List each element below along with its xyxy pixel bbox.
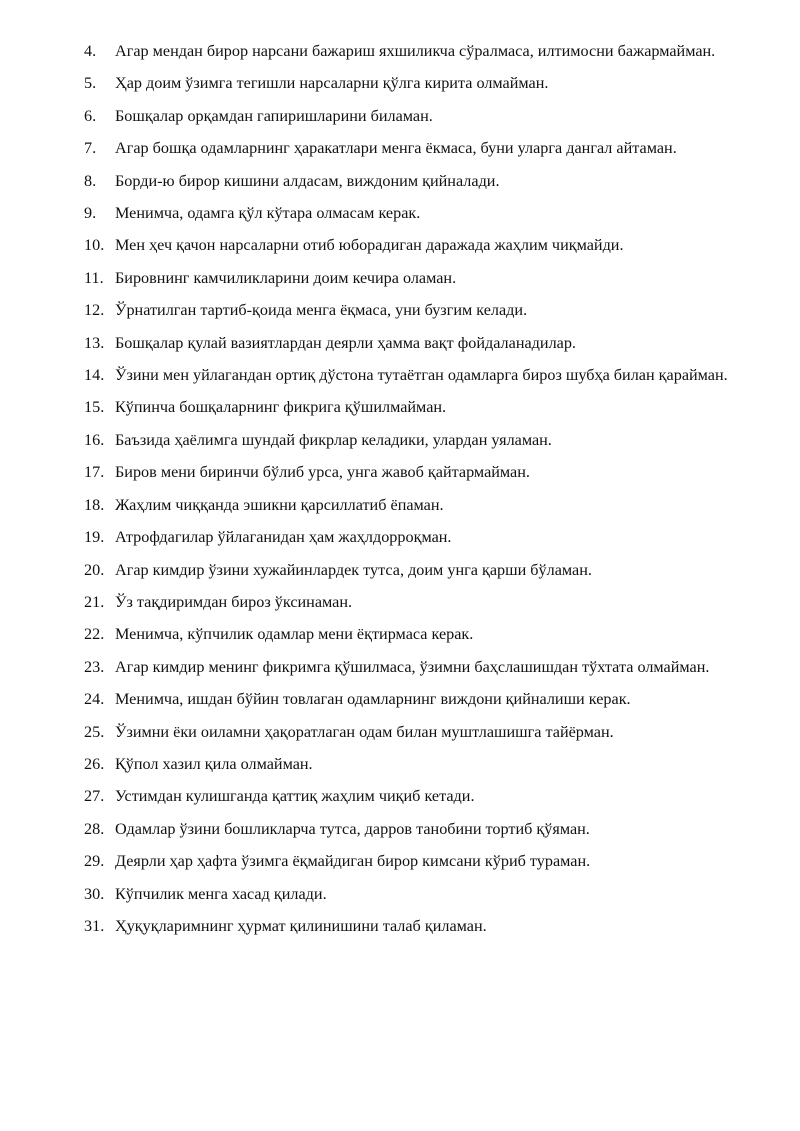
- list-item: [84, 780, 744, 812]
- item-number: 31.: [84, 916, 105, 935]
- list-item: [84, 554, 744, 586]
- item-number: 11.: [84, 268, 104, 287]
- item-text: Ўзимни ёки оиламни ҳақоратлаган одам билан муштлашишга тайёрман.: [115, 722, 614, 741]
- item-number: 29.: [84, 852, 105, 871]
- item-text: Одамлар ўзини бошликларча тутса, дарров танобини тортиб қўяман.: [115, 819, 590, 838]
- list-item: [84, 748, 744, 780]
- list-item: [84, 716, 744, 748]
- item-text: Мен ҳеч қачон нарсаларни отиб юборадиган даражада жаҳлим чиқмайди.: [115, 236, 624, 255]
- item-number: 15.: [84, 398, 105, 417]
- item-text: Ҳуқуқларимнинг ҳурмат қилинишини талаб қиламан.: [115, 916, 487, 935]
- list-item: [84, 327, 744, 359]
- item-text: Қўпол хазил қила олмайман.: [115, 754, 313, 773]
- item-text: Ўзини мен уйлагандан ортиқ дўстона тутаётган одамларга бироз шубҳа билан қарайман.: [115, 366, 728, 385]
- item-number: 23.: [84, 657, 105, 676]
- item-text: Устимдан кулишганда қаттиқ жаҳлим чиқиб кетади.: [115, 787, 475, 806]
- list-item: [84, 100, 744, 132]
- item-number: 8.: [84, 171, 97, 190]
- item-text: Ҳар доим ўзимга тегишли нарсаларни қўлга кирита олмайман.: [115, 74, 549, 93]
- list-item: [84, 586, 744, 618]
- list-item: [84, 521, 744, 553]
- list-item: [84, 845, 744, 877]
- item-number: 24.: [84, 690, 105, 709]
- item-number: 25.: [84, 722, 105, 741]
- list-item: [84, 456, 744, 488]
- list-item: [84, 132, 744, 164]
- list-item: [84, 391, 744, 423]
- item-text: Ўз тақдиримдан бироз ўксинаман.: [115, 592, 353, 611]
- list-item: [84, 165, 744, 197]
- item-number: 5.: [84, 74, 97, 93]
- item-text: Биров мени биринчи бўлиб урса, унга жавоб қайтармайман.: [115, 463, 530, 482]
- list-item: [84, 878, 744, 910]
- item-text: Агар бошқа одамларнинг ҳаракатлари менга ёкмаса, буни уларга дангал айтаман.: [115, 139, 677, 158]
- item-number: 16.: [84, 430, 105, 449]
- item-number: 21.: [84, 592, 105, 611]
- item-text: Кўпинча бошқаларнинг фикрига қўшилмайман.: [115, 398, 447, 417]
- item-text: Бошқалар орқамдан гапиришларини биламан.: [115, 106, 433, 125]
- item-number: 18.: [84, 495, 105, 514]
- list-item: [84, 359, 744, 391]
- item-number: 30.: [84, 884, 105, 903]
- item-text: Менимча, кўпчилик одамлар мени ёқтирмаса керак.: [115, 625, 474, 644]
- list-item: [84, 197, 744, 229]
- item-text: Ўрнатилган тартиб-қоида менга ёқмаса, уни бузгим келади.: [115, 301, 528, 320]
- item-number: 4.: [84, 42, 97, 60]
- item-number: 6.: [84, 106, 97, 125]
- item-number: 20.: [84, 560, 105, 579]
- item-text: Менимча, одамга қўл кўтара олмасам керак.: [115, 204, 421, 223]
- list-item: [84, 651, 744, 683]
- item-text: Борди-ю бирор кишини алдасам, виждоним қийналади.: [115, 171, 500, 190]
- list-item: [84, 35, 744, 67]
- item-text: Агар мендан бирор нарсани бажариш яхшиликча сўралмаса, илтимосни бажармайман.: [115, 42, 716, 60]
- list-item: [84, 683, 744, 715]
- item-text: Атрофдагилар ўйлаганидан ҳам жаҳлдорроқман.: [115, 528, 452, 547]
- item-number: 19.: [84, 528, 105, 547]
- item-number: 17.: [84, 463, 105, 482]
- list-item: [84, 229, 744, 261]
- list-item: [84, 67, 744, 99]
- item-text: Кўпчилик менга хасад қилади.: [115, 884, 327, 903]
- list-item: [84, 618, 744, 650]
- item-number: 22.: [84, 625, 105, 644]
- item-text: Бошқалар қулай вазиятлардан деярли ҳамма вақт фойдаланадилар.: [115, 333, 576, 352]
- item-text: Деярли ҳар ҳафта ўзимга ёқмайдиган бирор кимсани кўриб тураман.: [115, 852, 591, 871]
- list-item: [84, 294, 744, 326]
- item-number: 12.: [84, 301, 105, 320]
- list-item: [84, 262, 744, 294]
- list-item: [84, 489, 744, 521]
- item-number: 27.: [84, 787, 105, 806]
- item-text: Жаҳлим чиққанда эшикни қарсиллатиб ёпаман.: [115, 495, 444, 514]
- list-item: [84, 910, 744, 942]
- item-number: 9.: [84, 204, 97, 223]
- item-number: 10.: [84, 236, 105, 255]
- list-item: [84, 424, 744, 456]
- item-number: 14.: [84, 366, 105, 385]
- item-number: 28.: [84, 819, 105, 838]
- list-item: [84, 813, 744, 845]
- item-text: Баъзида ҳаёлимга шундай фикрлар келадики, улардан уяламан.: [115, 430, 552, 449]
- item-text: Агар кимдир ўзини хужайинлардек тутса, доим унга қарши бўламан.: [115, 560, 592, 579]
- item-text: Агар кимдир менинг фикримга қўшилмаса, ўзимни баҳслашишдан тўхтата олмайман.: [115, 657, 710, 676]
- item-number: 13.: [84, 333, 105, 352]
- item-text: Менимча, ишдан бўйин товлаган одамларнинг виждони қийналиши керак.: [115, 690, 631, 709]
- item-number: 26.: [84, 754, 105, 773]
- item-text: Бировнинг камчиликларини доим кечира оламан.: [115, 268, 457, 287]
- item-number: 7.: [84, 139, 97, 158]
- questionnaire-list: [84, 35, 744, 942]
